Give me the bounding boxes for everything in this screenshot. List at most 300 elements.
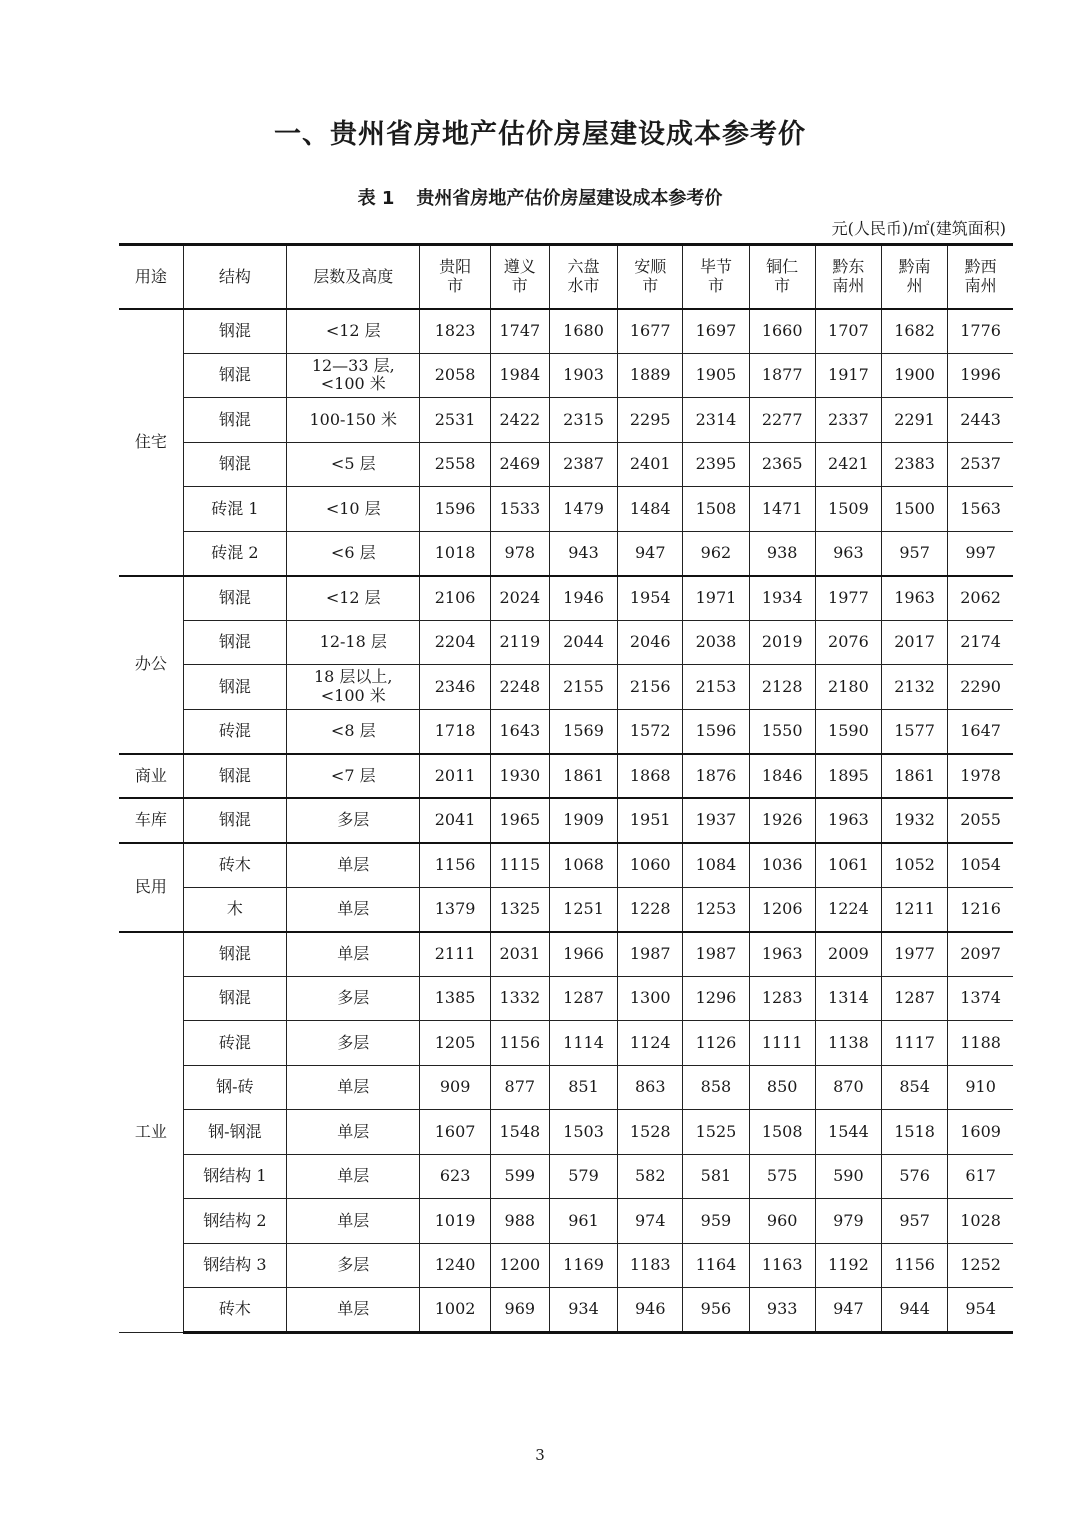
value-cell: 2180: [815, 665, 881, 710]
value-cell: 938: [749, 531, 815, 576]
cost-table: [119, 243, 1013, 1334]
value-cell: 1596: [420, 487, 490, 532]
value-cell: 2315: [549, 398, 617, 443]
value-cell: 957: [882, 531, 948, 576]
value-cell: 1192: [815, 1243, 881, 1288]
value-cell: 2111: [420, 932, 490, 977]
table-row: [119, 531, 1013, 576]
category-cell: 住宅: [119, 309, 183, 576]
value-cell: 1484: [618, 487, 683, 532]
value-cell: 1111: [749, 1021, 815, 1066]
value-cell: 961: [549, 1199, 617, 1244]
table-row: [119, 1065, 1013, 1110]
value-cell: 1697: [683, 309, 749, 354]
value-cell: 2058: [420, 353, 490, 398]
value-cell: 1117: [882, 1021, 948, 1066]
value-cell: 946: [618, 1288, 683, 1333]
value-cell: 2337: [815, 398, 881, 443]
value-cell: 1577: [882, 709, 948, 754]
value-cell: 2046: [618, 620, 683, 665]
value-cell: 1877: [749, 353, 815, 398]
value-cell: 1228: [618, 887, 683, 932]
floors-cell: 单层: [287, 932, 420, 977]
value-cell: 1563: [948, 487, 1013, 532]
value-cell: 2009: [815, 932, 881, 977]
structure-cell: 钢混: [183, 398, 286, 443]
value-cell: 1253: [683, 887, 749, 932]
value-cell: 2204: [420, 620, 490, 665]
table-row: [119, 487, 1013, 532]
structure-cell: 钢混: [183, 976, 286, 1021]
structure-cell: 砖混: [183, 709, 286, 754]
structure-cell: 钢混: [183, 754, 286, 799]
value-cell: 2024: [490, 576, 549, 621]
value-cell: 1240: [420, 1243, 490, 1288]
table-row: [119, 576, 1013, 621]
floors-cell: 多层: [287, 798, 420, 843]
value-cell: 599: [490, 1154, 549, 1199]
value-cell: 2291: [882, 398, 948, 443]
value-cell: 1211: [882, 887, 948, 932]
value-cell: 1909: [549, 798, 617, 843]
value-cell: 2443: [948, 398, 1013, 443]
value-cell: 1126: [683, 1021, 749, 1066]
floors-cell: <8 层: [287, 709, 420, 754]
structure-cell: 砖木: [183, 843, 286, 888]
value-cell: 1977: [815, 576, 881, 621]
value-cell: 863: [618, 1065, 683, 1110]
value-cell: 2017: [882, 620, 948, 665]
value-cell: 962: [683, 531, 749, 576]
value-cell: 1747: [490, 309, 549, 354]
value-cell: 1978: [948, 754, 1013, 799]
value-cell: 1156: [490, 1021, 549, 1066]
value-cell: 1932: [882, 798, 948, 843]
unit-label: 元(人民币)/㎡(建筑面积): [831, 219, 1006, 238]
value-cell: 947: [815, 1288, 881, 1333]
value-cell: 2156: [618, 665, 683, 710]
floors-cell: 单层: [287, 1110, 420, 1155]
value-cell: 1682: [882, 309, 948, 354]
value-cell: 1934: [749, 576, 815, 621]
value-cell: 2055: [948, 798, 1013, 843]
table-row: [119, 1110, 1013, 1155]
page-heading: 一、贵州省房地产估价房屋建设成本参考价: [274, 119, 806, 150]
value-cell: 1374: [948, 976, 1013, 1021]
value-cell: 2041: [420, 798, 490, 843]
table-row: [119, 398, 1013, 443]
value-cell: 1954: [618, 576, 683, 621]
value-cell: 1206: [749, 887, 815, 932]
floors-cell: 单层: [287, 887, 420, 932]
value-cell: 854: [882, 1065, 948, 1110]
column-header: 贵阳 市: [420, 245, 490, 309]
value-cell: 1895: [815, 754, 881, 799]
table-row: [119, 754, 1013, 799]
column-header: 黔东 南州: [815, 245, 881, 309]
value-cell: 2383: [882, 442, 948, 487]
category-cell: 工业: [119, 932, 183, 1333]
value-cell: 2558: [420, 442, 490, 487]
table-row: [119, 1288, 1013, 1333]
value-cell: 1996: [948, 353, 1013, 398]
column-header: 六盘 水市: [549, 245, 617, 309]
value-cell: 2469: [490, 442, 549, 487]
value-cell: 1019: [420, 1199, 490, 1244]
value-cell: 2346: [420, 665, 490, 710]
value-cell: 944: [882, 1288, 948, 1333]
table-title: 贵州省房地产估价房屋建设成本参考价: [416, 188, 723, 209]
value-cell: 978: [490, 531, 549, 576]
value-cell: 1205: [420, 1021, 490, 1066]
value-cell: 1660: [749, 309, 815, 354]
structure-cell: 砖混: [183, 1021, 286, 1066]
value-cell: 2119: [490, 620, 549, 665]
structure-cell: 钢混: [183, 665, 286, 710]
structure-cell: 木: [183, 887, 286, 932]
value-cell: 1963: [882, 576, 948, 621]
value-cell: 1287: [549, 976, 617, 1021]
floors-cell: <7 层: [287, 754, 420, 799]
value-cell: 1569: [549, 709, 617, 754]
value-cell: 2097: [948, 932, 1013, 977]
value-cell: 1124: [618, 1021, 683, 1066]
value-cell: 1379: [420, 887, 490, 932]
value-cell: 1963: [749, 932, 815, 977]
value-cell: 1164: [683, 1243, 749, 1288]
table-body: [119, 309, 1013, 1333]
value-cell: 960: [749, 1199, 815, 1244]
structure-cell: 钢-钢混: [183, 1110, 286, 1155]
value-cell: 2174: [948, 620, 1013, 665]
floors-cell: <5 层: [287, 442, 420, 487]
structure-cell: 钢混: [183, 576, 286, 621]
value-cell: 1572: [618, 709, 683, 754]
table-row: [119, 309, 1013, 354]
value-cell: 870: [815, 1065, 881, 1110]
table-row: [119, 1243, 1013, 1288]
value-cell: 1846: [749, 754, 815, 799]
value-cell: 1163: [749, 1243, 815, 1288]
category-cell: 民用: [119, 843, 183, 932]
value-cell: 579: [549, 1154, 617, 1199]
column-header: 黔南 州: [882, 245, 948, 309]
value-cell: 1052: [882, 843, 948, 888]
value-cell: 2044: [549, 620, 617, 665]
table-row: [119, 1021, 1013, 1066]
structure-cell: 钢混: [183, 442, 286, 487]
value-cell: 877: [490, 1065, 549, 1110]
value-cell: 1216: [948, 887, 1013, 932]
value-cell: 957: [882, 1199, 948, 1244]
value-cell: 2295: [618, 398, 683, 443]
column-header: 毕节 市: [683, 245, 749, 309]
value-cell: 2062: [948, 576, 1013, 621]
value-cell: 1479: [549, 487, 617, 532]
value-cell: 2153: [683, 665, 749, 710]
value-cell: 1987: [683, 932, 749, 977]
value-cell: 2395: [683, 442, 749, 487]
value-cell: 1946: [549, 576, 617, 621]
category-cell: 商业: [119, 754, 183, 799]
value-cell: 2128: [749, 665, 815, 710]
value-cell: 1084: [683, 843, 749, 888]
floors-cell: 单层: [287, 1154, 420, 1199]
floors-cell: 单层: [287, 1288, 420, 1333]
value-cell: 1169: [549, 1243, 617, 1288]
column-header: 安顺 市: [618, 245, 683, 309]
value-cell: 1965: [490, 798, 549, 843]
column-header: 黔西 南州: [948, 245, 1013, 309]
structure-cell: 钢混: [183, 932, 286, 977]
value-cell: 959: [683, 1199, 749, 1244]
value-cell: 1930: [490, 754, 549, 799]
value-cell: 1861: [882, 754, 948, 799]
value-cell: 1525: [683, 1110, 749, 1155]
floors-cell: 单层: [287, 843, 420, 888]
value-cell: 1903: [549, 353, 617, 398]
value-cell: 910: [948, 1065, 1013, 1110]
table-row: [119, 1199, 1013, 1244]
value-cell: 979: [815, 1199, 881, 1244]
floors-cell: 多层: [287, 1021, 420, 1066]
value-cell: 1114: [549, 1021, 617, 1066]
value-cell: 909: [420, 1065, 490, 1110]
value-cell: 1861: [549, 754, 617, 799]
table-row: [119, 620, 1013, 665]
value-cell: 1926: [749, 798, 815, 843]
value-cell: 1508: [749, 1110, 815, 1155]
value-cell: 1115: [490, 843, 549, 888]
column-header: 遵义 市: [490, 245, 549, 309]
value-cell: 1252: [948, 1243, 1013, 1288]
value-cell: 1548: [490, 1110, 549, 1155]
table-row: [119, 976, 1013, 1021]
table-row: [119, 1154, 1013, 1199]
table-row: [119, 665, 1013, 710]
value-cell: 1533: [490, 487, 549, 532]
table-number: 表 1: [357, 188, 395, 209]
value-cell: 1590: [815, 709, 881, 754]
value-cell: 1544: [815, 1110, 881, 1155]
value-cell: 1596: [683, 709, 749, 754]
value-cell: 1028: [948, 1199, 1013, 1244]
value-cell: 1018: [420, 531, 490, 576]
value-cell: 1036: [749, 843, 815, 888]
value-cell: 1156: [420, 843, 490, 888]
structure-cell: 钢结构 2: [183, 1199, 286, 1244]
value-cell: 1677: [618, 309, 683, 354]
floors-cell: 单层: [287, 1065, 420, 1110]
value-cell: 576: [882, 1154, 948, 1199]
floors-cell: 多层: [287, 976, 420, 1021]
structure-cell: 钢混: [183, 353, 286, 398]
value-cell: 1509: [815, 487, 881, 532]
structure-cell: 钢混: [183, 309, 286, 354]
structure-cell: 砖混 1: [183, 487, 286, 532]
value-cell: 1987: [618, 932, 683, 977]
table-row: [119, 843, 1013, 888]
value-cell: 1068: [549, 843, 617, 888]
value-cell: 590: [815, 1154, 881, 1199]
floors-cell: 12-18 层: [287, 620, 420, 665]
value-cell: 969: [490, 1288, 549, 1333]
value-cell: 1224: [815, 887, 881, 932]
value-cell: 2387: [549, 442, 617, 487]
value-cell: 1609: [948, 1110, 1013, 1155]
value-cell: 2290: [948, 665, 1013, 710]
value-cell: 1385: [420, 976, 490, 1021]
structure-cell: 钢结构 3: [183, 1243, 286, 1288]
value-cell: 1963: [815, 798, 881, 843]
value-cell: 1889: [618, 353, 683, 398]
value-cell: 1061: [815, 843, 881, 888]
structure-cell: 钢混: [183, 620, 286, 665]
floors-cell: 多层: [287, 1243, 420, 1288]
value-cell: 1500: [882, 487, 948, 532]
value-cell: 1528: [618, 1110, 683, 1155]
value-cell: 933: [749, 1288, 815, 1333]
value-cell: 1314: [815, 976, 881, 1021]
floors-cell: 单层: [287, 1199, 420, 1244]
value-cell: 2038: [683, 620, 749, 665]
value-cell: 1188: [948, 1021, 1013, 1066]
value-cell: 1971: [683, 576, 749, 621]
value-cell: 1054: [948, 843, 1013, 888]
value-cell: 2277: [749, 398, 815, 443]
structure-cell: 钢结构 1: [183, 1154, 286, 1199]
value-cell: 1550: [749, 709, 815, 754]
value-cell: 1508: [683, 487, 749, 532]
table-row: [119, 798, 1013, 843]
value-cell: 2132: [882, 665, 948, 710]
value-cell: 1287: [882, 976, 948, 1021]
table-row: [119, 887, 1013, 932]
value-cell: 1707: [815, 309, 881, 354]
value-cell: 1823: [420, 309, 490, 354]
value-cell: 1471: [749, 487, 815, 532]
table-row: [119, 932, 1013, 977]
value-cell: 1900: [882, 353, 948, 398]
value-cell: 582: [618, 1154, 683, 1199]
value-cell: 2076: [815, 620, 881, 665]
value-cell: 943: [549, 531, 617, 576]
value-cell: 1876: [683, 754, 749, 799]
value-cell: 1984: [490, 353, 549, 398]
table-row: [119, 709, 1013, 754]
column-header: 用途: [119, 245, 183, 309]
value-cell: 1002: [420, 1288, 490, 1333]
value-cell: 1518: [882, 1110, 948, 1155]
value-cell: 988: [490, 1199, 549, 1244]
value-cell: 1283: [749, 976, 815, 1021]
table-row: [119, 442, 1013, 487]
value-cell: 1332: [490, 976, 549, 1021]
value-cell: 1917: [815, 353, 881, 398]
column-header: 结构: [183, 245, 286, 309]
value-cell: 997: [948, 531, 1013, 576]
floors-cell: 12—33 层, <100 米: [287, 353, 420, 398]
value-cell: 2314: [683, 398, 749, 443]
value-cell: 1156: [882, 1243, 948, 1288]
column-header: 铜仁 市: [749, 245, 815, 309]
value-cell: 1607: [420, 1110, 490, 1155]
value-cell: 1868: [618, 754, 683, 799]
floors-cell: <6 层: [287, 531, 420, 576]
column-header: 层数及高度: [287, 245, 420, 309]
value-cell: 2106: [420, 576, 490, 621]
value-cell: 1300: [618, 976, 683, 1021]
value-cell: 617: [948, 1154, 1013, 1199]
floors-cell: <12 层: [287, 309, 420, 354]
value-cell: 2537: [948, 442, 1013, 487]
value-cell: 1718: [420, 709, 490, 754]
value-cell: 1977: [882, 932, 948, 977]
value-cell: 581: [683, 1154, 749, 1199]
value-cell: 623: [420, 1154, 490, 1199]
value-cell: 1905: [683, 353, 749, 398]
value-cell: 2248: [490, 665, 549, 710]
value-cell: 1200: [490, 1243, 549, 1288]
value-cell: 2011: [420, 754, 490, 799]
value-cell: 1680: [549, 309, 617, 354]
value-cell: 1647: [948, 709, 1013, 754]
floors-cell: <12 层: [287, 576, 420, 621]
value-cell: 947: [618, 531, 683, 576]
value-cell: 1776: [948, 309, 1013, 354]
value-cell: 1951: [618, 798, 683, 843]
value-cell: 851: [549, 1065, 617, 1110]
structure-cell: 钢-砖: [183, 1065, 286, 1110]
value-cell: 1966: [549, 932, 617, 977]
value-cell: 2031: [490, 932, 549, 977]
value-cell: 1503: [549, 1110, 617, 1155]
value-cell: 1251: [549, 887, 617, 932]
value-cell: 1138: [815, 1021, 881, 1066]
floors-cell: <10 层: [287, 487, 420, 532]
value-cell: 1060: [618, 843, 683, 888]
value-cell: 934: [549, 1288, 617, 1333]
category-cell: 办公: [119, 576, 183, 754]
floors-cell: 18 层以上, <100 米: [287, 665, 420, 710]
structure-cell: 砖混 2: [183, 531, 286, 576]
value-cell: 954: [948, 1288, 1013, 1333]
value-cell: 2401: [618, 442, 683, 487]
value-cell: 1325: [490, 887, 549, 932]
table-row: [119, 353, 1013, 398]
value-cell: 858: [683, 1065, 749, 1110]
value-cell: 850: [749, 1065, 815, 1110]
value-cell: 2421: [815, 442, 881, 487]
value-cell: 2155: [549, 665, 617, 710]
value-cell: 2422: [490, 398, 549, 443]
table-caption: [0, 184, 1080, 210]
value-cell: 575: [749, 1154, 815, 1199]
value-cell: 1643: [490, 709, 549, 754]
value-cell: 974: [618, 1199, 683, 1244]
value-cell: 2365: [749, 442, 815, 487]
value-cell: 956: [683, 1288, 749, 1333]
floors-cell: 100-150 米: [287, 398, 420, 443]
value-cell: 1296: [683, 976, 749, 1021]
structure-cell: 砖木: [183, 1288, 286, 1333]
header-row: [119, 245, 1013, 309]
category-cell: 车库: [119, 798, 183, 843]
value-cell: 963: [815, 531, 881, 576]
value-cell: 2531: [420, 398, 490, 443]
value-cell: 2019: [749, 620, 815, 665]
value-cell: 1937: [683, 798, 749, 843]
